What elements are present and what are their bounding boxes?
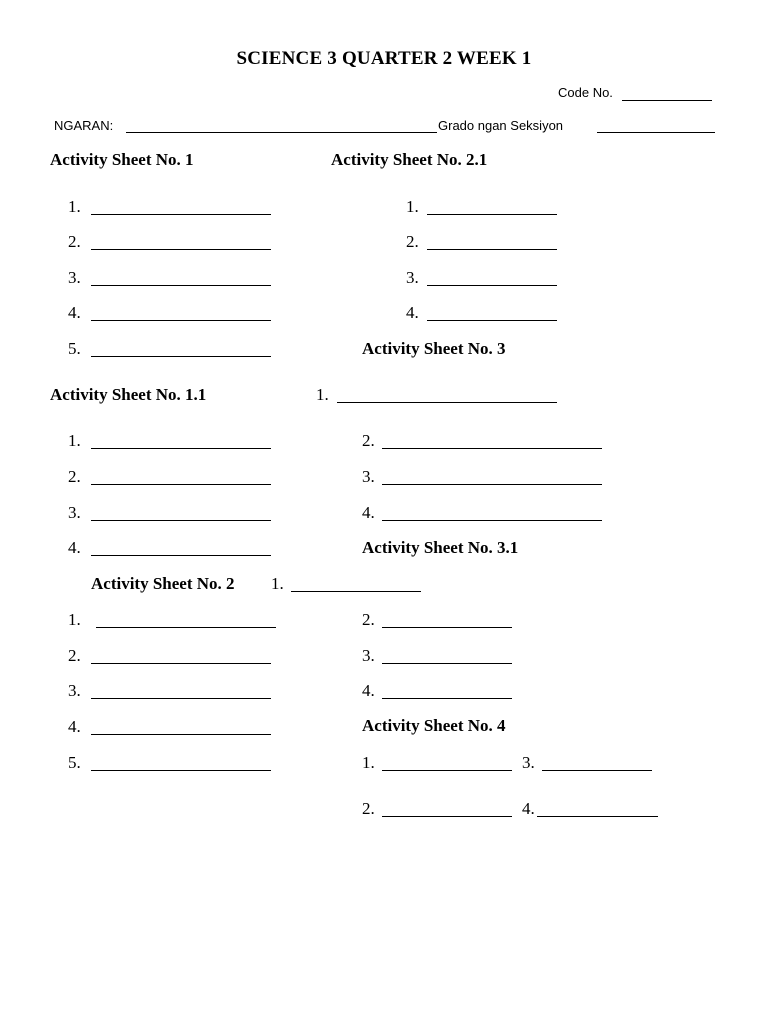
item-number: 2. xyxy=(362,799,375,818)
item-number: 3. xyxy=(68,503,81,522)
answer-blank[interactable] xyxy=(91,305,271,321)
item-number: 1. xyxy=(271,574,284,593)
grado-field[interactable] xyxy=(597,117,715,133)
answer-blank[interactable] xyxy=(91,648,271,664)
item-number: 4. xyxy=(362,681,375,700)
answer-blank[interactable] xyxy=(382,683,512,699)
answer-blank[interactable] xyxy=(542,755,652,771)
answer-blank[interactable] xyxy=(291,576,421,592)
item-number: 3. xyxy=(406,268,419,287)
answer-blank[interactable] xyxy=(337,387,557,403)
answer-blank[interactable] xyxy=(91,234,271,250)
item-number: 2. xyxy=(68,646,81,665)
answer-blank[interactable] xyxy=(427,305,557,321)
answer-blank[interactable] xyxy=(537,801,658,817)
activity-sheet-3-1-heading: Activity Sheet No. 3.1 xyxy=(362,538,519,557)
grado-label: Grado ngan Seksiyon xyxy=(438,118,564,133)
answer-blank[interactable] xyxy=(91,433,271,449)
code-label: Code No. xyxy=(558,85,613,100)
item-number: 4. xyxy=(362,503,375,522)
item-number: 2. xyxy=(68,467,81,486)
page-title: SCIENCE 3 QUARTER 2 WEEK 1 xyxy=(236,48,532,69)
answer-blank[interactable] xyxy=(427,234,557,250)
answer-blank[interactable] xyxy=(91,540,271,556)
activity-sheet-4-heading: Activity Sheet No. 4 xyxy=(362,716,506,735)
item-number: 3. xyxy=(68,681,81,700)
item-number: 1. xyxy=(362,753,375,772)
name-field[interactable] xyxy=(126,117,437,133)
answer-blank[interactable] xyxy=(91,683,271,699)
item-number: 2. xyxy=(68,232,81,251)
item-number: 1. xyxy=(316,385,329,404)
item-number: 1. xyxy=(68,431,81,450)
answer-blank[interactable] xyxy=(91,505,271,521)
item-number: 3. xyxy=(68,268,81,287)
answer-blank[interactable] xyxy=(91,199,271,215)
activity-sheet-3-heading: Activity Sheet No. 3 xyxy=(362,339,506,358)
item-number: 1. xyxy=(68,197,81,216)
item-number: 4. xyxy=(68,303,81,322)
answer-blank[interactable] xyxy=(91,341,271,357)
answer-blank[interactable] xyxy=(96,612,276,628)
answer-blank[interactable] xyxy=(382,801,512,817)
activity-sheet-2-heading: Activity Sheet No. 2 xyxy=(91,574,235,593)
item-number: 3. xyxy=(362,467,375,486)
answer-blank[interactable] xyxy=(91,719,271,735)
activity-sheet-2-1-heading: Activity Sheet No. 2.1 xyxy=(331,150,488,169)
item-number: 2. xyxy=(406,232,419,251)
answer-blank[interactable] xyxy=(91,755,271,771)
item-number: 5. xyxy=(68,753,81,772)
item-number: 4. xyxy=(68,717,81,736)
answer-blank[interactable] xyxy=(382,433,602,449)
activity-sheet-1-heading: Activity Sheet No. 1 xyxy=(50,150,194,169)
answer-blank[interactable] xyxy=(91,469,271,485)
item-number: 5. xyxy=(68,339,81,358)
answer-blank[interactable] xyxy=(382,755,512,771)
answer-blank[interactable] xyxy=(91,270,271,286)
item-number: 2. xyxy=(362,431,375,450)
answer-blank[interactable] xyxy=(382,612,512,628)
answer-blank[interactable] xyxy=(427,199,557,215)
item-number: 4. xyxy=(522,799,535,818)
answer-blank[interactable] xyxy=(382,469,602,485)
activity-sheet-1-1-heading: Activity Sheet No. 1.1 xyxy=(50,385,207,404)
name-label: NGARAN: xyxy=(54,118,114,133)
item-number: 1. xyxy=(68,610,81,629)
answer-blank[interactable] xyxy=(382,505,602,521)
item-number: 4. xyxy=(68,538,81,557)
item-number: 4. xyxy=(406,303,419,322)
item-number: 3. xyxy=(362,646,375,665)
item-number: 1. xyxy=(406,197,419,216)
item-number: 3. xyxy=(522,753,535,772)
item-number: 2. xyxy=(362,610,375,629)
answer-blank[interactable] xyxy=(382,648,512,664)
code-field[interactable] xyxy=(622,85,712,101)
answer-blank[interactable] xyxy=(427,270,557,286)
